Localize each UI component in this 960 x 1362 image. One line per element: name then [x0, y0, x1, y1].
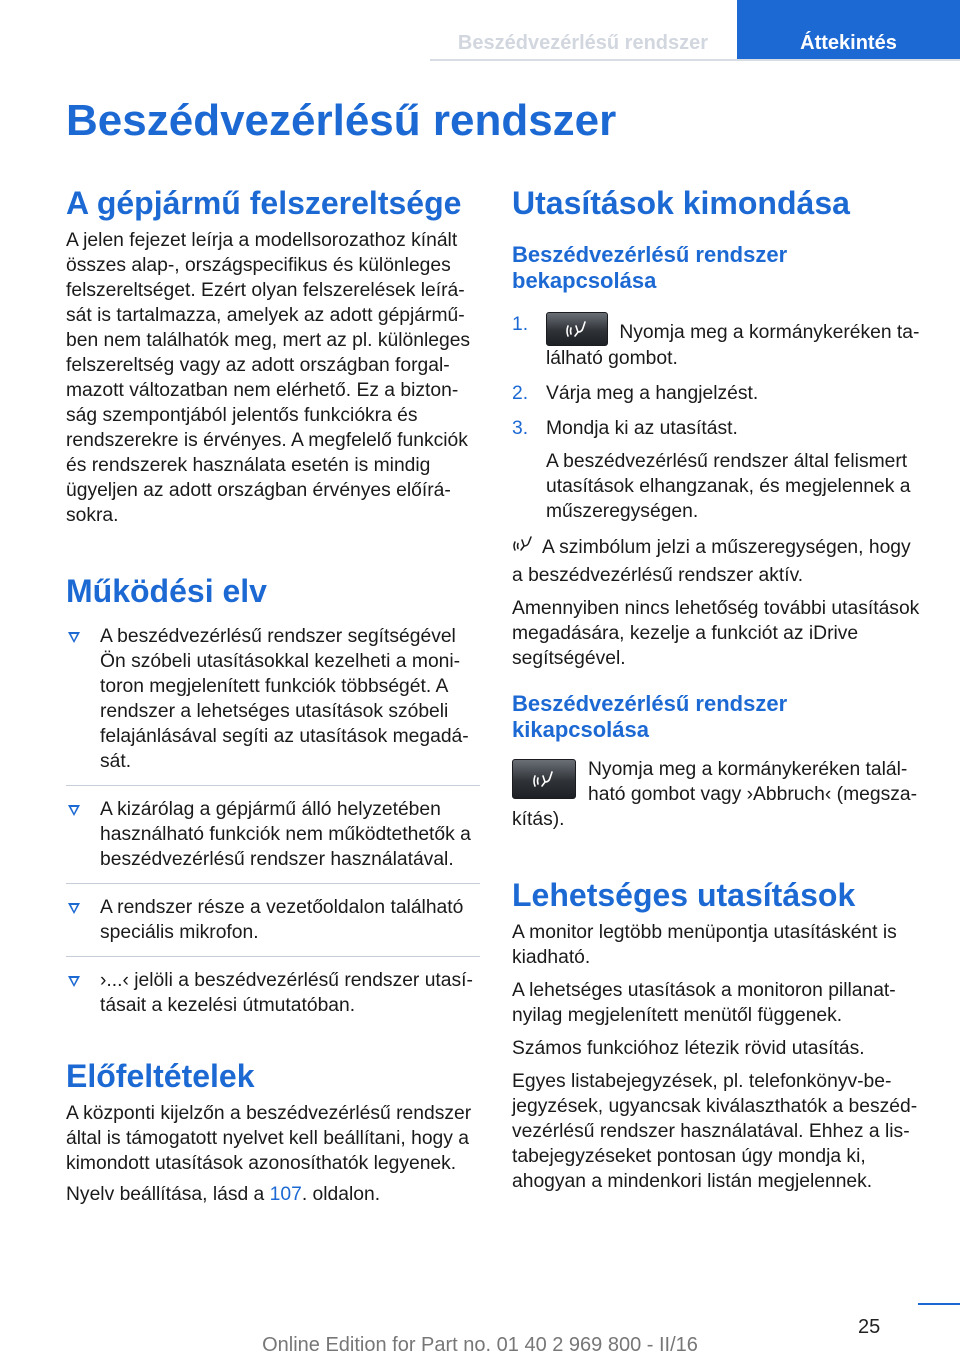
- page-reference-link[interactable]: 107: [269, 1184, 302, 1205]
- activate-heading: Beszédvezérlésű rendszer bekapcsolása: [512, 242, 788, 293]
- commands-paragraph: Számos funkcióhoz létezik rövid utasítás.: [512, 1038, 865, 1059]
- voice-button-icon: [546, 312, 608, 346]
- header-divider: [430, 59, 960, 61]
- right-column: [512, 182, 926, 1194]
- prerequisites-heading: Előfeltételek: [66, 1058, 255, 1094]
- triangle-bullet-icon: [68, 976, 80, 987]
- edition-footer: Online Edition for Part no. 01 40 2 969 800 - II/16: [262, 1334, 698, 1356]
- triangle-bullet-icon: [68, 632, 80, 643]
- activate-steps: [512, 312, 926, 524]
- step-note: A beszédvezérlésű rendszer által felismert utasítások elhangzanak, és megjelennek a műszeregységen.: [546, 451, 911, 522]
- page-title: Beszédvezérlésű rendszer: [66, 96, 617, 145]
- page-header: [0, 0, 960, 60]
- no-more-commands-text: Amennyiben nincs lehetőség további utasítások megadására, kezelje a funkciót az iDrive segítségével.: [512, 598, 920, 669]
- equipment-heading: A gépjármű felszereltsége: [66, 185, 462, 221]
- commands-paragraph: A monitor legtöbb menüpontja utasításként is kiadható.: [512, 922, 897, 968]
- deactivate-heading: Beszédvezérlésű rendszer kikapcsolása: [512, 691, 788, 742]
- commands-paragraph: Egyes listabejegyzések, pl. telefonkönyv-bejegyzések, ugyancsak kiválaszthatók a beszédvezérlésű rendszer használatával. Ehhez a listabejegyzéseket pontosan úgy mondja ki, ahogyan a mindenkori listán megjelennek.: [512, 1071, 918, 1192]
- principle-list: [66, 624, 480, 1029]
- header-section-title: Beszédvezérlésű rendszer: [457, 32, 709, 54]
- voice-button-icon: [512, 759, 576, 799]
- footer-accent-line: [918, 1303, 960, 1305]
- deactivate-text: Nyomja meg a kormánykeréken található gombot vagy ›Abbruch‹ (megszakítás).: [512, 759, 918, 830]
- commands-speaking-heading: Utasítások kimondása: [512, 185, 850, 221]
- prerequisites-text: A központi kijelzőn a beszédvezérlésű rendszer által is támogatott nyelvet kell beállítani, hogy a kimondott utasítások azonosíthatók legyenek.: [66, 1103, 472, 1174]
- header-chapter-tab: Áttekintés: [737, 0, 960, 60]
- list-item: A beszédvezérlésű rendszer segítségével Ön szóbeli utasításokkal kezelheti a monitoron megjelenített funkciók többségét. A rendszer a lehetséges utasítások szóbeli felajánlásával segíti az utasítások megadását.: [66, 624, 480, 786]
- voice-symbol-icon: [512, 534, 536, 563]
- triangle-bullet-icon: [68, 903, 80, 914]
- page-number: 25: [858, 1316, 881, 1338]
- principle-heading: Működési elv: [66, 573, 267, 609]
- symbol-note: A szimbólum jelzi a műszeregységen, hogy a beszédvezérlésű rendszer aktív.: [512, 534, 926, 588]
- step-item: 2. Várja meg a hangjelzést.: [512, 383, 759, 404]
- possible-commands-heading: Lehetséges utasítások: [512, 877, 856, 913]
- equipment-text: A jelen fejezet leírja a modellsorozathoz kínált összes alap-, országspecifikus és különleges felszereltséget. Ezért olyan felszerelések leírását is tartalmazza, amelyek az adott gépjárműben nem találhatók meg, mert az pl. különleges felszereltség vagy az adott országban forgalmazott változatban nem elérhető. Ez a biztonság szempontjából jelentős funkciókra és rendszerekre is érvényes. A megfelelő funkciók és rendszerek használata esetén is mindig ügyeljen az adott országban érvényes előírásokra.: [66, 230, 471, 526]
- list-item: ›...‹ jelöli a beszédvezérlésű rendszer utasításait a kezelési útmutatóban.: [66, 968, 480, 1029]
- commands-paragraph: A lehetséges utasítások a monitoron pillanatnyilag megjelenített menütől függenek.: [512, 980, 896, 1026]
- list-item: A rendszer része a vezetőoldalon található speciális mikrofon.: [66, 895, 480, 957]
- list-item: A kizárólag a gépjármű álló helyzetében használható funkciók nem működtethetők a beszédvezérlésű rendszer használatával.: [66, 797, 480, 884]
- language-setting-text: Nyelv beállítása, lásd a 107. oldalon.: [66, 1184, 381, 1205]
- step-item: 1. Nyomja meg a kormánykeréken található gombot.: [512, 314, 920, 369]
- deactivate-block: [512, 757, 926, 832]
- left-column: [66, 182, 480, 1207]
- step-item: 3. Mondja ki az utasítást. A beszédvezérlésű rendszer által felismert utasítások elhangzanak, és megjelennek a műszeregységen.: [512, 416, 926, 524]
- triangle-bullet-icon: [68, 805, 80, 816]
